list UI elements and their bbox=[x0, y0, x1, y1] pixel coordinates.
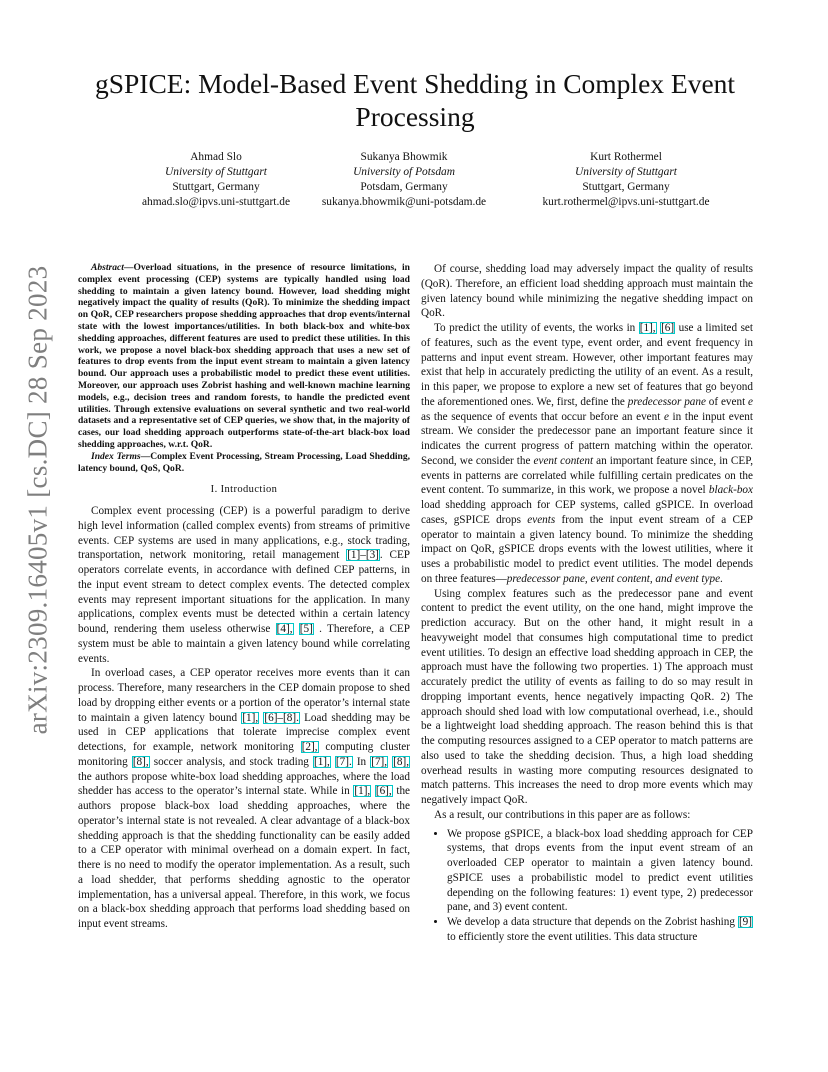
citation-link[interactable]: [4], bbox=[276, 623, 293, 636]
author-location: Potsdam, Germany bbox=[360, 181, 448, 193]
citation-link[interactable]: [7], bbox=[371, 755, 388, 768]
arxiv-identifier-text: arXiv:2309.16405v1 [cs.DC] 28 Sep 2023 bbox=[22, 265, 53, 735]
citation-link[interactable]: [1]–[3] bbox=[347, 549, 379, 562]
author-affiliation: University of Stuttgart bbox=[575, 166, 677, 178]
paragraph: In overload cases, a CEP operator receives more events than it can process. Therefore, many researchers in the CEP domain propose to shed load by dropping either events or a portion of the operator’s internal state to maintain a given latency bound [1], [6]–[8]. Load shedding may be used in CEP applications that tolerate imprecise complex event detections, for example, network monitoring [2], computing cluster monitoring [8], soccer analysis, and stock trading [1], [7]. In [7], [8], the authors propose white-box load shedding approaches, where the load shedder has access to the operator’s internal state. While in [1], [6], the authors propose black-box load shedding approaches, where the operator’s internal state is not revealed. A clear advantage of a black-box shedding approach is that the shedding functionality can be easily added to a CEP operator with minimal overhead on a domain expert. In fact, there is no need to modify the operator implementation. As a result, such a load shedder, that performs shedding agnostic to the operator implementation, has a universal appeal. Therefore, in this work, we focus on a black-box shedding approach that performs load shedding based on input event streams. bbox=[78, 667, 410, 931]
citation-link[interactable]: [1], bbox=[639, 322, 656, 334]
citation-link[interactable]: [6], bbox=[375, 785, 392, 798]
arxiv-identifier bbox=[18, 265, 58, 735]
index-terms-lead: Index Terms bbox=[91, 450, 141, 462]
abstract-lead: Abstract bbox=[91, 262, 124, 273]
abstract bbox=[78, 262, 410, 451]
paragraph: To predict the utility of events, the works in [1], [6] use a limited set of features, such as the event type, event order, and event frequency in patterns and input event stream. However, other important features may exist that help in accurately predicting the utility of an event. As a result, in this paper, we propose to explore a new set of features that go beyond the aforementioned ones. We, first, define the predecessor pane of event e as the sequence of events that occur before an event e in the input event stream. We consider the predecessor pane an important feature since it indicates the current progress of pattern matching within the operator. Second, we consider the event content an important feature since, in CEP, events in patterns are correlated while fulfilling certain predicates on the event content. To summarize, in this work, we propose a novel black-box load shedding approach for CEP systems, called gSPICE. In overload cases, gSPICE drops events from the input event stream of a CEP operator to maintain a given latency bound. To minimize the shedding impact on QoR, gSPICE drops events with the lowest utilities, where it uses a probabilistic model to predict event utilities. The model depends on three features—predecessor pane, event content, and event type. bbox=[421, 322, 754, 585]
section-heading: I. Introduction bbox=[210, 484, 278, 496]
author-2 bbox=[284, 150, 524, 210]
author-email: kurt.rothermel@ipvs.uni-stuttgart.de bbox=[542, 196, 710, 208]
right-column bbox=[421, 262, 753, 945]
citation-link[interactable]: [6] bbox=[661, 322, 675, 334]
contributions-list bbox=[421, 827, 753, 945]
paper-title: gSPICE: Model-Based Event Shedding in Complex Event Processing bbox=[94, 68, 736, 132]
citation-link[interactable]: [7]. bbox=[335, 755, 352, 768]
author-name: Sukanya Bhowmik bbox=[360, 151, 448, 163]
citation-link[interactable]: [9] bbox=[738, 916, 752, 928]
author-name: Kurt Rothermel bbox=[590, 151, 662, 163]
abstract-text: —Overload situations, in the presence of resource limitations, in complex event processing (CEP) systems are typically handled using load shedding to maintain a given latency bound. However, load shedding might negatively impact the quality of results (QoR). To minimize the shedding impact on QoR, CEP researchers propose shedding approaches that drop events/internal state with the lowest importances/utilities. In both black-box and white-box shedding approaches, different features are used to predict these utilities. In this work, we propose a novel black-box shedding approach that uses a new set of features to drop events from the input event stream to maintain a given latency bound. Our approach uses a probabilistic model to predict these event utilities. Moreover, our approach uses Zobrist hashing and well-known machine learning models, e.g., decision trees and random forests, to handle the predicted event utilities. Through extensive evaluations on several synthetic and two real-world datasets and a representative set of CEP queries, we show that, in the majority of cases, our load shedding approach outperforms state-of-the-art black-box load shedding approaches, w.r.t. QoR. bbox=[78, 262, 410, 450]
index-terms-text: —Complex Event Processing, Stream Processing, Load Shedding, latency bound, QoS, QoR. bbox=[78, 450, 411, 474]
author-affiliation: University of Potsdam bbox=[353, 166, 455, 178]
author-affiliation: University of Stuttgart bbox=[165, 166, 267, 178]
citation-link[interactable]: [1], bbox=[354, 785, 371, 798]
citation-link[interactable]: [8], bbox=[132, 755, 149, 768]
left-column bbox=[78, 262, 410, 932]
paragraph: As a result, our contributions in this paper are as follows: bbox=[434, 808, 691, 821]
paragraph: Complex event processing (CEP) is a powerful paradigm to derive high level information (called complex events) from streams of primitive events. CEP systems are used in many applications, e.g., stock trading, transportation, network monitoring, retail management [1]–[3]. CEP operators correlate events, in accordance with defined CEP patterns, in the input event stream to detect complex events. The detected complex events may represent important situations for the application. In many applications, complex events must be detected within a certain latency bound, rendering them useless otherwise [4], [5] . Therefore, a CEP system must be able to maintain a given latency bound while correlating events. bbox=[78, 505, 410, 665]
author-email: sukanya.bhowmik@uni-potsdam.de bbox=[321, 196, 487, 208]
author-email: ahmad.slo@ipvs.uni-stuttgart.de bbox=[141, 196, 291, 208]
index-terms bbox=[78, 451, 410, 475]
author-name: Ahmad Slo bbox=[190, 151, 242, 163]
citation-link[interactable]: [2], bbox=[301, 741, 318, 754]
author-location: Stuttgart, Germany bbox=[582, 181, 670, 193]
citation-link[interactable]: [5] bbox=[299, 623, 313, 636]
citation-link[interactable]: [8], bbox=[393, 755, 409, 768]
citation-link[interactable]: [6]–[8]. bbox=[264, 711, 299, 724]
paragraph: Using complex features such as the predecessor pane and event content to predict the event utility, on the one hand, might improve the prediction accuracy. But on the other hand, it might result in a heavyweight model that consumes high computational time to predict event utilities. To design an effective load shedding approach in CEP, the approach must have the following two properties. 1) The approach must accurately predict the utility of events as failing to do so may result in dropping important events, hence negatively impacting QoR. 2) The approach should shed load with low computational overhead, i.e., should be a lightweight load shedding approach. The reason behind this is that the computing resources assigned to a CEP operator to match patterns are also used to take the shedding decision. Thus, a high load shedding overhead results in wasting more computing resources designated to match patterns. This increases the need to drop more events which may negatively impact QoR. bbox=[421, 587, 753, 806]
citation-link[interactable]: [1], bbox=[313, 755, 330, 768]
citation-link[interactable]: [1], bbox=[242, 711, 259, 724]
paragraph: Of course, shedding load may adversely impact the quality of results (QoR). Therefore, an efficient load shedding approach must maintain the given latency bound while minimizing the negative shedding impact on QoR. bbox=[421, 263, 753, 320]
list-item: • We develop a data structure that depends on the Zobrist hashing [9] to efficiently store the event utilities. This data structure bbox=[447, 915, 753, 945]
author-location: Stuttgart, Germany bbox=[172, 181, 260, 193]
author-3 bbox=[506, 150, 746, 210]
list-item: • We propose gSPICE, a black-box load shedding approach for CEP systems, that drops events from the input event stream of an overloaded CEP operator to maintain a given latency bound. gSPICE uses a probabilistic model to predict event utilities depending on the following features: 1) event type, 2) predecessor pane, and 3) event content. bbox=[447, 827, 753, 916]
